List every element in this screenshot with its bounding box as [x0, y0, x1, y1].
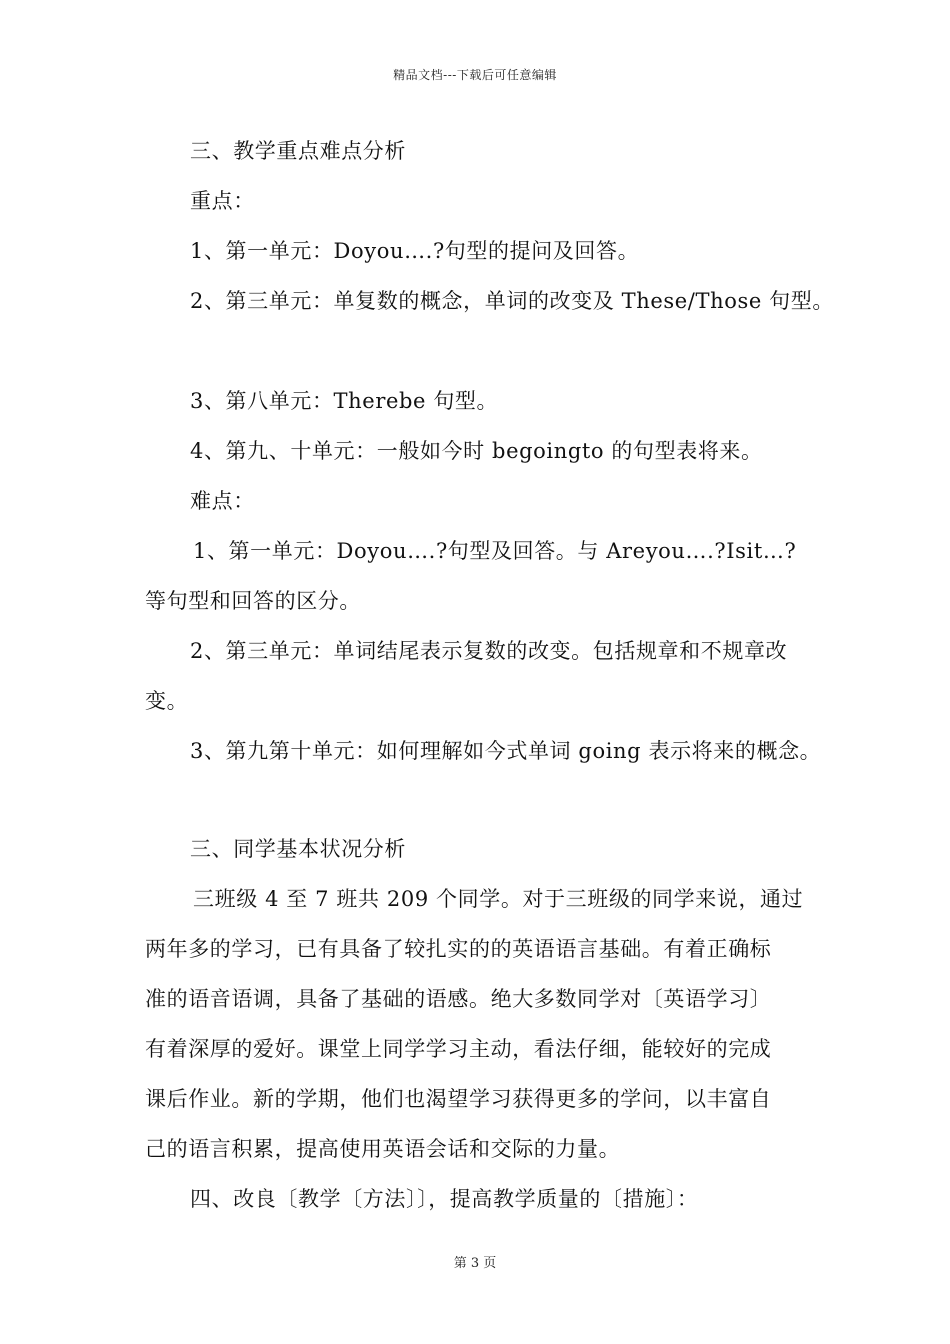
paragraph-line-2: 两年多的学习，已有具备了较扎实的的英语语言基础。有着正确标	[145, 937, 772, 961]
paragraph-line-6: 己的语言积累，提高使用英语会话和交际的力量。	[145, 1137, 621, 1161]
page-header: 精品文档---下载后可任意编辑	[393, 68, 557, 82]
paragraph-line-4: 有着深厚的爱好。课堂上同学学习主动，看法仔细，能较好的完成	[145, 1037, 772, 1061]
page-number: 第 3 页	[453, 1256, 497, 1271]
difficult-point-item-3: 3、第九第十单元：如何理解如今式单词 going 表示将来的概念。	[190, 739, 822, 763]
section-heading-key-difficult-points: 三、教学重点难点分析	[190, 139, 406, 163]
key-point-item-2: 2、第三单元：单复数的概念，单词的改变及 These/Those 句型。	[190, 289, 834, 313]
key-point-item-3: 3、第八单元：Therebe 句型。	[190, 389, 499, 413]
difficult-point-item-2-cont: 变。	[145, 689, 189, 713]
difficult-point-item-1: 1、第一单元：Doyou….?句型及回答。与 Areyou….?Isit…?	[193, 539, 797, 563]
section-heading-improvement: 四、改良〔教学〔方法〕〕，提高教学质量的〔措施〕：	[190, 1187, 699, 1211]
paragraph-line-3: 准的语音语调，具备了基础的语感。绝大多数同学对〔英语学习〕	[145, 987, 772, 1011]
paragraph-line-5: 课后作业。新的学期，他们也渴望学习获得更多的学问，以丰富自	[145, 1087, 772, 1111]
paragraph-line-1: 三班级 4 至 7 班共 209 个同学。对于三班级的同学来说，通过	[193, 887, 804, 911]
key-point-item-4: 4、第九、十单元：一般如今时 begoingto 的句型表将来。	[190, 439, 763, 463]
section-heading-student-analysis: 三、同学基本状况分析	[190, 837, 406, 861]
subheading-difficult-points: 难点：	[190, 489, 255, 513]
subheading-key-points: 重点：	[190, 189, 255, 213]
difficult-point-item-2: 2、第三单元：单词结尾表示复数的改变。包括规章和不规章改	[190, 639, 788, 663]
key-point-item-1: 1、第一单元：Doyou….?句型的提问及回答。	[190, 239, 640, 263]
difficult-point-item-1-cont: 等句型和回答的区分。	[145, 589, 361, 613]
